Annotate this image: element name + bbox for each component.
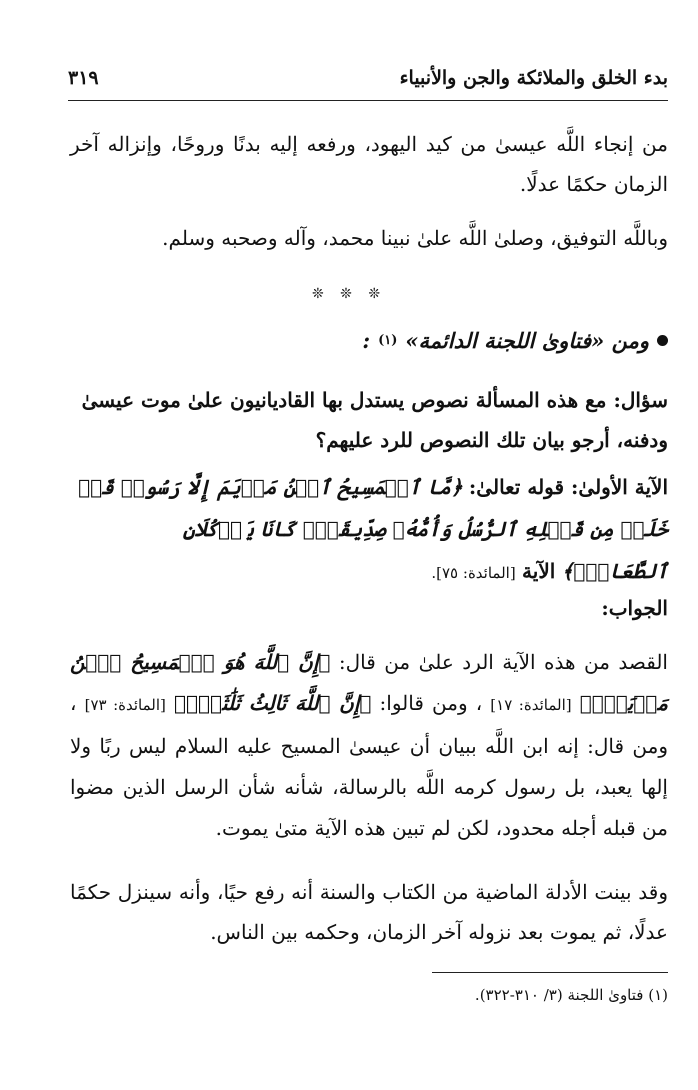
first-ayah-block: [70, 466, 668, 594]
answer-label: الجواب:: [601, 596, 668, 620]
page-number: ٣١٩: [68, 67, 99, 89]
section-heading-colon: :: [362, 328, 371, 353]
quran-verse: ﴿مَّا ٱلۡمَسِيحُ ٱبۡنُ مَرۡيَمَ إِلَّا رَسُولٞ قَدۡ خَلَتۡ مِن قَبۡلِهِ ٱلرُّسُلُ وَأُمُّهُۥ صِدِّيقَةٞۖ كَانَا يَأۡكُلَانِ ٱلطَّعَامَۗ﴾: [78, 475, 668, 583]
ayah-label: الآية الأولىٰ: قوله تعالىٰ:: [468, 475, 668, 499]
opening-section: [70, 124, 668, 258]
quran-verse-1: ﴿إِنَّ ٱللَّهَ هُوَ ٱلۡمَسِيحُ ٱبۡنُ مَرۡيَمَۚ﴾: [70, 650, 668, 715]
answer-mid: ، ومن قالوا:: [379, 691, 483, 715]
header-divider: [68, 100, 668, 101]
ayah-suffix: الآية: [522, 559, 556, 583]
running-header: [68, 62, 668, 94]
footnote: (١) فتاوىٰ اللجنة (٣/ ٣١٠-٣٢٢).: [474, 986, 668, 1004]
section-separator: ❊ ❊ ❊: [311, 286, 387, 302]
answer-text: ، ومن قال: إنه ابن اللَّه ببيان أن عيسىٰ المسيح عليه السلام ليس ربًا ولا إلها يعبد، بل رسول كرمه اللَّه بالرسالة، شأنه شأن الرسل الذين مضوا من قبله أجله محدود، لكن لم تبين هذه الآية متىٰ يموت.: [70, 691, 668, 840]
section-heading-text: ومن «فتاوىٰ اللجنة الدائمة»: [405, 328, 649, 353]
footnote-divider: [432, 972, 668, 973]
quran-verse-2: ﴿إِنَّ ٱللَّهَ ثَالِثُ ثَلَٰثَةٖۘ﴾: [173, 691, 372, 715]
bullet-icon: [657, 335, 668, 346]
closing-dua-paragraph: وباللَّه التوفيق، وصلىٰ اللَّه علىٰ نبينا محمد، وآله وصحبه وسلم.: [162, 226, 668, 250]
closing-paragraph: وقد بينت الأدلة الماضية من الكتاب والسنة أنه رفع حيًا، وأنه سينزل حكمًا عدلًا، ثم يموت بعد نزوله آخر الزمان، وحكمه بين الناس.: [70, 880, 668, 944]
section-heading: [70, 328, 668, 353]
answer-intro: القصد من هذه الآية الرد علىٰ من قال:: [338, 650, 668, 674]
verse-reference: [المائدة: ٧٥].: [431, 564, 516, 582]
verse-reference-2: [المائدة: ٧٣]: [84, 696, 166, 714]
opening-paragraph: من إنجاء اللَّه عيسىٰ من كيد اليهود، ورفعه إليه بدنًا وروحًا، وإنزاله آخر الزمان حكمًا عدلًا.: [70, 132, 668, 196]
header-title: بدء الخلق والملائكة والجن والأنبياء: [399, 67, 668, 89]
answer-body: [70, 642, 668, 849]
footnote-marker: (١): [378, 333, 398, 348]
question-block: سؤال: مع هذه المسألة نصوص يستدل بها القاديانيون علىٰ موت عيسىٰ ودفنه، أرجو بيان تلك النصوص للرد عليهم؟: [81, 388, 668, 452]
verse-reference-1: [المائدة: ١٧]: [490, 696, 572, 714]
